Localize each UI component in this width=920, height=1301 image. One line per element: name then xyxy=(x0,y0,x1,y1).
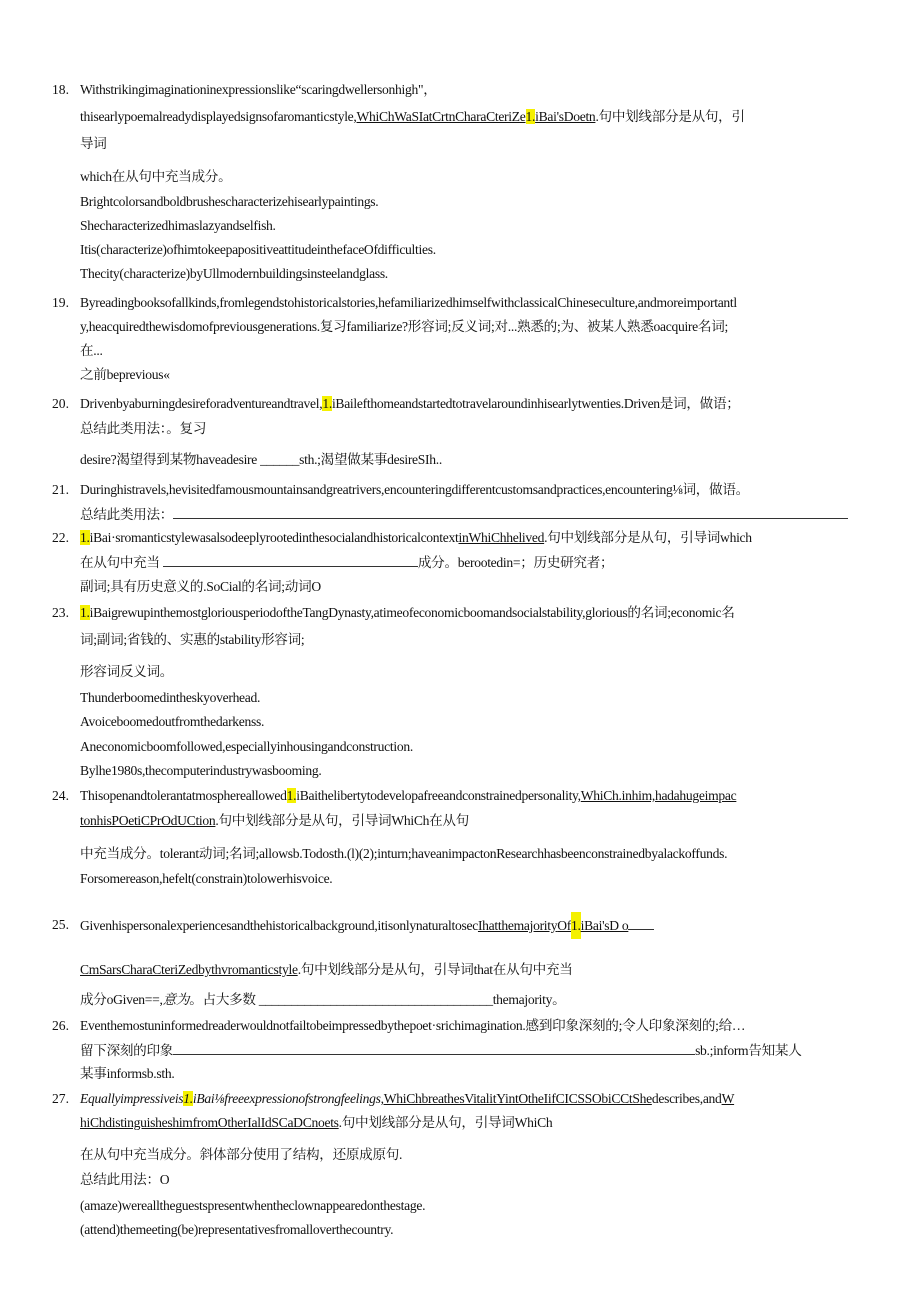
text-segment: iBailefthomeandstartedtotravelaroundinhisearlytwenties.Driven是词，做语； xyxy=(331,396,740,411)
underlined-clause: CmSarsCharaCteriZedbythvromanticstyle xyxy=(80,962,298,977)
text-line: Forsomereason,hefelt(constrain)tolowerhisvoice. xyxy=(80,871,333,886)
text-line xyxy=(80,505,848,524)
text-line xyxy=(80,451,442,469)
text-line: 中充当成分。tolerant动词;名词;allowsb.Todosth.(l)(2);inturn;haveanimpactonResearchhasbeenconstrainedbyalackoffunds. xyxy=(80,846,728,861)
text-line xyxy=(80,991,565,1009)
text-line: Duringhistravels,hevisitedfamousmountainsandgreatrivers,encounteringdifferentcustomsandpractices,encountering⅛词，做语。 xyxy=(80,482,749,497)
text-line: (amaze)werealltheguestspresentwhentheclownappearedonthestage. xyxy=(80,1198,426,1213)
text-line: 总结此类用法：。复习 xyxy=(80,421,207,436)
fill-blank: ____________________________________ xyxy=(258,992,493,1007)
underlined-clause: WhiChWaSIatCrtnCharaCteriZe xyxy=(356,109,526,124)
underlined-clause: tonhisPOetiCPrOdUCtion xyxy=(80,813,216,828)
text-segment: 成分oGiven==, xyxy=(80,992,163,1007)
fill-blank xyxy=(628,916,654,930)
item-number: 26. xyxy=(52,1018,69,1033)
highlight-mark: 1. xyxy=(80,530,90,545)
fill-blank xyxy=(173,1041,695,1055)
text-line xyxy=(80,787,736,805)
text-line: 副词;具有历史意义的.SoCial的名词;动词O xyxy=(80,579,321,594)
text-line xyxy=(80,604,735,622)
text-line: 词;副词;省钱的、实惠的stability形容词; xyxy=(80,632,305,647)
text-line: 之前beprevious« xyxy=(80,367,170,382)
item-number: 23. xyxy=(52,605,69,620)
item-number: 22. xyxy=(52,530,69,545)
item-number: 24. xyxy=(52,788,69,803)
fill-blank xyxy=(163,553,418,567)
underlined-clause: WhiCh.inhim,hadahugeimpac xyxy=(580,788,737,803)
text-line: 导词 xyxy=(80,136,107,151)
text-line: Thecity(characterize)byUllmodernbuildingsinsteelandglass. xyxy=(80,266,388,281)
text-line xyxy=(80,916,654,935)
text-segment: 成分。berootedin=；历史研究者； xyxy=(417,555,614,570)
underlined-clause: Of xyxy=(557,918,572,933)
text-line xyxy=(80,1114,552,1132)
item-number: 21. xyxy=(52,482,69,497)
text-segment: iBai⅛freeexpressionofstrongfeelings xyxy=(192,1091,381,1106)
text-line: Withstrikingimaginationinexpressionslike“scaringdwellersonhigh"， xyxy=(80,82,437,97)
item-number: 25. xyxy=(52,917,69,932)
text-line: Byreadingbooksofallkinds,fromlegendstohistoricalstories,hefamiliarizedhimselfwithclassicalChineseculture,andmoreimportantl xyxy=(80,295,737,310)
highlight-mark: 1. xyxy=(286,788,297,803)
text-segment: .句中划线部分是从句，引 xyxy=(595,109,745,124)
text-segment: .句中划线部分是从句，引导词WhiCh在从句 xyxy=(215,813,469,828)
text-line: Shecharacterizedhimaslazyandselfish. xyxy=(80,218,276,233)
text-line: Eventhemostuninformedreaderwouldnotfailtobeimpressedbythepoet·srichimagination.感到印象深刻的;令人印象深刻的;给… xyxy=(80,1018,746,1033)
text-segment: desire?渴望得到某物haveadesire xyxy=(80,452,258,467)
text-line: 在从句中充当成分。斜体部分使用了结构，还原成原句. xyxy=(80,1147,403,1162)
text-segment: .句中划线部分是从句，引导词WhiCh xyxy=(338,1115,553,1130)
text-segment: .句中划线部分是从句，引导词that在从句中充当 xyxy=(297,962,573,977)
fill-blank: ______ xyxy=(260,452,300,467)
text-segment: 意为 xyxy=(162,992,190,1007)
highlight-mark: 1. xyxy=(80,605,90,620)
text-line xyxy=(80,553,613,572)
text-line: Thunderboomedintheskyoverhead. xyxy=(80,690,261,705)
text-segment: Equallyimpressiveis xyxy=(80,1091,184,1106)
underlined-clause: hiChdistinguisheshimfromOtherIalIdSCaDCnoets xyxy=(80,1115,339,1130)
text-segment: .句中划线部分是从句，引导词which xyxy=(544,530,752,545)
text-segment: 总结此类用法： xyxy=(80,507,174,522)
text-segment: sb.;inform告知某人 xyxy=(695,1043,802,1058)
text-segment: describes,and xyxy=(651,1091,722,1106)
text-segment: iBaithelibertytodevelopafreeandconstrainedpersonality, xyxy=(296,788,581,803)
text-line: Brightcolorsandboldbrushescharacterizehisearlypaintings. xyxy=(80,194,379,209)
underlined-clause: W xyxy=(721,1091,735,1106)
underlined-clause: iBai'sDoetn xyxy=(535,109,596,124)
text-line xyxy=(80,529,752,547)
item-number: 20. xyxy=(52,396,69,411)
text-segment: Drivenbyaburningdesireforadventureandtravel, xyxy=(80,396,323,411)
highlight-mark: 1. xyxy=(525,109,536,124)
text-line: 形容词反义词。 xyxy=(80,664,174,679)
underlined-clause: Ihatthemajority xyxy=(477,918,558,933)
underlined-clause: inWhiChhelived xyxy=(458,530,545,545)
item-number: 19. xyxy=(52,295,69,310)
text-line: (attend)themeeting(be)representativesfromalloverthecountry. xyxy=(80,1222,394,1237)
text-line xyxy=(80,395,740,413)
highlight-mark: 1. xyxy=(571,912,581,939)
text-line: Aneconomicboomfollowed,especiallyinhousingandconstruction. xyxy=(80,739,413,754)
text-line: 某事informsb.sth. xyxy=(80,1066,175,1081)
text-line xyxy=(80,812,469,830)
text-line xyxy=(80,1041,802,1060)
text-segment: Givenhispersonalexperiencesandthehistoricalbackground,itisonlynaturaltosec xyxy=(80,918,478,933)
text-line: which在从句中充当成分。 xyxy=(80,169,232,184)
text-line xyxy=(80,1090,734,1108)
text-segment: Thisopenandtolerantatmosphereallowed xyxy=(80,788,287,803)
text-segment: thisearlypoemalreadydisplayedsignsofaromanticstyle, xyxy=(80,109,357,124)
text-segment: themajority。 xyxy=(492,992,566,1007)
text-segment: iBai·sromanticstylewasalsodeeplyrootedinthesocialandhistoricalcontext xyxy=(89,530,459,545)
text-segment: 留下深刻的印象 xyxy=(80,1043,174,1058)
item-number: 27. xyxy=(52,1091,69,1106)
highlight-mark: 1. xyxy=(183,1091,193,1106)
text-segment: 在从句中充当 xyxy=(80,555,160,570)
text-line: y,heacquiredthewisdomofpreviousgenerations.复习familiarize?形容词;反义词;对...熟悉的;为、被某人熟悉oacquire名词; xyxy=(80,319,728,334)
text-line xyxy=(80,108,745,126)
underlined-clause: ,WhiChbreathesVitalitYintOtheIifCICSSObiCCtShe xyxy=(380,1091,652,1106)
text-line: Avoiceboomedoutfromthedarkenss. xyxy=(80,714,265,729)
text-line: 在... xyxy=(80,343,103,358)
text-line: Itis(characterize)ofhimtokeepapositiveattitudeinthefaceOfdifficulties. xyxy=(80,242,436,257)
item-number: 18. xyxy=(52,82,69,97)
text-segment: 。占大多数 xyxy=(189,992,256,1007)
text-line: 总结此用法：O xyxy=(80,1172,170,1187)
text-line xyxy=(80,961,573,979)
text-segment: sth.;渴望做某事desireSIh.. xyxy=(299,452,442,467)
underlined-clause: iBai'sD o xyxy=(580,918,629,933)
text-line: Bylhe1980s,thecomputerindustrywasbooming. xyxy=(80,763,322,778)
fill-blank xyxy=(173,505,848,519)
text-segment: iBaigrewupinthemostgloriousperiodoftheTangDynasty,atimeofeconomicboomandsocialstability,glorious的名词;economic名 xyxy=(89,605,735,620)
highlight-mark: 1. xyxy=(322,396,332,411)
